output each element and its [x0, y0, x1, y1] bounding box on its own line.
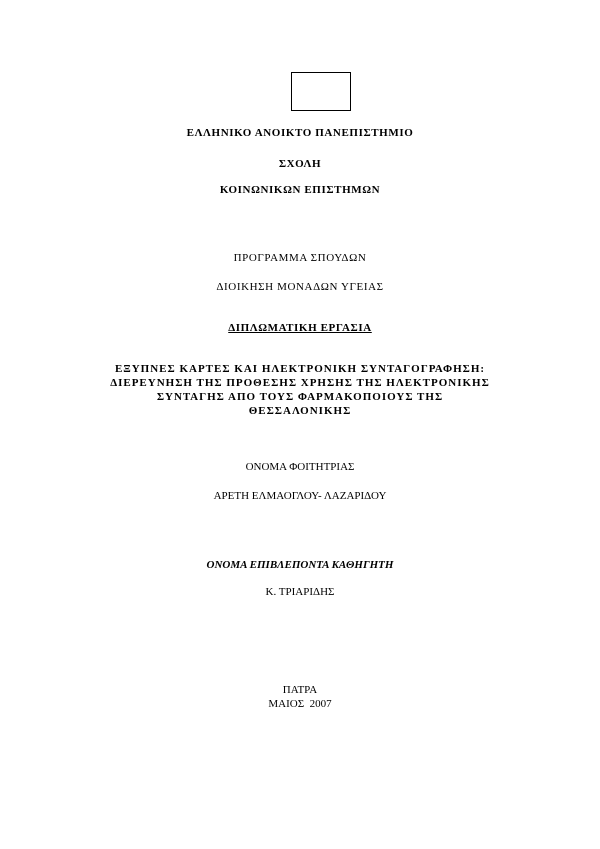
thesis-title-line-3: ΣΥΝΤΑΓΗΣ ΑΠΟ ΤΟΥΣ ΦΑΡΜΑΚΟΠΟΙΟΥΣ ΤΗΣ — [156, 391, 444, 403]
student-name: ΑΡΕΤΗ ΕΛΜΑΟΓΛΟΥ- ΛΑΖΑΡΙΔΟΥ — [213, 490, 387, 502]
city: ΠΑΤΡΑ — [282, 684, 318, 696]
supervisor-label: ΟΝΟΜΑ ΕΠΙΒΛΕΠΟΝΤΑ ΚΑΘΗΓΗΤΗ — [206, 559, 394, 571]
program-label: ΠΡΟΓΡΑΜΜΑ ΣΠΟΥΔΩΝ — [233, 252, 367, 264]
program-name: ΔΙΟΙΚΗΣΗ ΜΟΝΑΔΩΝ ΥΓΕΙΑΣ — [216, 281, 384, 293]
university-name: ΕΛΛΗΝΙΚΟ ΑΝΟΙΚΤΟ ΠΑΝΕΠΙΣΤΗΜΙΟ — [186, 127, 414, 139]
thesis-title-line-4: ΘΕΣΣΑΛΟΝΙΚΗΣ — [248, 405, 352, 417]
thesis-title-line-2: ΔΙΕΡΕΥΝΗΣΗ ΤΗΣ ΠΡΟΘΕΣΗΣ ΧΡΗΣΗΣ ΤΗΣ ΗΛΕΚΤΡΟΝΙΚΗΣ — [110, 377, 490, 389]
logo-placeholder-box — [291, 72, 351, 111]
thesis-title-line-1: ΕΞΥΠΝΕΣ ΚΑΡΤΕΣ ΚΑΙ ΗΛΕΚΤΡΟΝΙΚΗ ΣΥΝΤΑΓΟΓΡΑΦΗΣΗ: — [114, 363, 486, 375]
document-type-heading: ΔΙΠΛΩΜΑΤΙΚΗ ΕΡΓΑΣΙΑ — [228, 322, 372, 334]
school-label: ΣΧΟΛΗ — [278, 158, 322, 170]
student-label: ΟΝΟΜΑ ΦΟΙΤΗΤΡΙΑΣ — [245, 461, 355, 473]
school-name: ΚΟΙΝΩΝΙΚΩΝ ΕΠΙΣΤΗΜΩΝ — [219, 184, 381, 196]
date: ΜΑΙΟΣ 2007 — [268, 698, 332, 710]
supervisor-name: Κ. ΤΡΙΑΡΙΔΗΣ — [265, 586, 335, 598]
